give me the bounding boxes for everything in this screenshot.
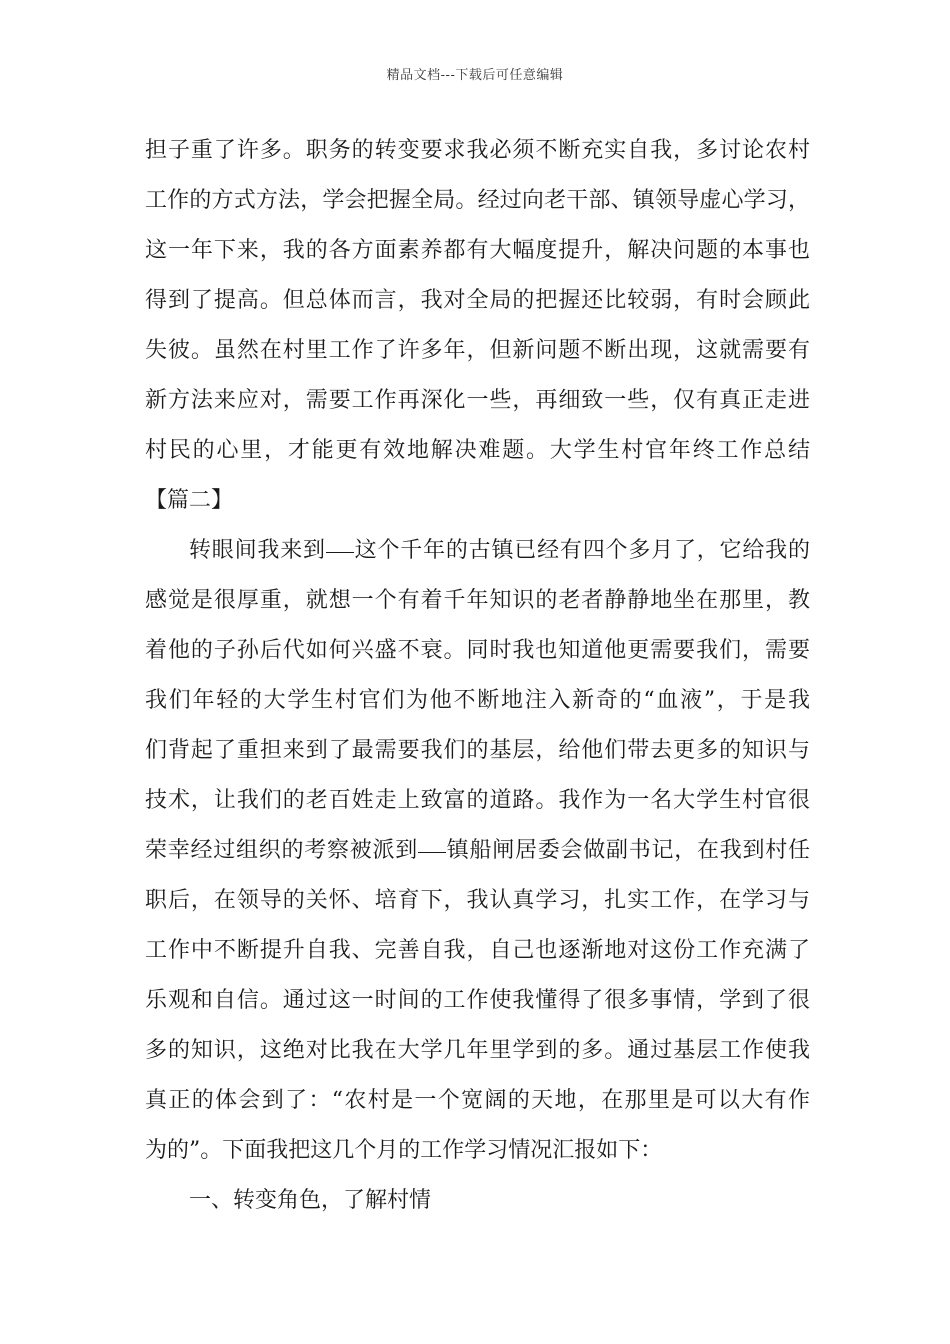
page-header: 精品文档---下载后可任意编辑	[386, 68, 564, 83]
text-line: 们背起了重担来到了最需要我们的基层，给他们带去更多的知识与	[145, 738, 810, 763]
text-line: 新方法来应对，需要工作再深化一些，再细致一些，仅有真正走进	[145, 388, 810, 413]
text-line: 职后，在领导的关怀、培育下，我认真学习，扎实工作，在学习与	[145, 888, 810, 913]
blank-underline	[418, 851, 446, 853]
text-fragment: 转眼间我来到	[189, 538, 326, 563]
text-fragment: 荣幸经过组织的考察被派到	[145, 838, 418, 863]
text-line: 真正的体会到了：“农村是一个宽阔的天地，在那里是可以大有作	[145, 1088, 810, 1113]
blank-underline	[326, 551, 354, 553]
text-line: 着他的子孙后代如何兴盛不衰。同时我也知道他更需要我们，需要	[145, 638, 810, 663]
text-fragment: 镇船闸居委会做副书记，在我到村任	[446, 838, 810, 863]
text-line: 失彼。虽然在村里工作了许多年，但新问题不断出现，这就需要有	[145, 338, 810, 363]
text-line: 技术，让我们的老百姓走上致富的道路。我作为一名大学生村官很	[145, 788, 810, 813]
text-line: 担子重了许多。职务的转变要求我必须不断充实自我，多讨论农村	[145, 138, 810, 163]
section-title-part2: 【篇二】	[145, 488, 234, 513]
text-line: 感觉是很厚重，就想一个有着千年知识的老者静静地坐在那里，教	[145, 588, 810, 613]
text-line: 村民的心里，才能更有效地解决难题。大学生村官年终工作总结	[145, 438, 810, 463]
text-line: 得到了提高。但总体而言，我对全局的把握还比较弱，有时会顾此	[145, 288, 810, 313]
text-line: 乐观和自信。通过这一时间的工作使我懂得了很多事情，学到了很	[145, 988, 810, 1013]
text-line: 我们年轻的大学生村官们为他不断地注入新奇的“血液”，于是我	[145, 688, 810, 713]
text-line-with-blank	[145, 826, 810, 876]
section-heading: 一、转变角色，了解村情	[189, 1188, 432, 1213]
document-body	[145, 126, 810, 1226]
paragraph-first-line	[145, 526, 810, 576]
text-line: 工作的方式方法，学会把握全局。经过向老干部、镇领导虚心学习，	[145, 188, 810, 213]
text-line: 为的”。下面我把这几个月的工作学习情况汇报如下：	[145, 1138, 663, 1163]
text-fragment: 这个千年的古镇已经有四个多月了，它给我的	[353, 538, 810, 563]
text-line: 工作中不断提升自我、完善自我，自己也逐渐地对这份工作充满了	[145, 938, 810, 963]
text-line: 多的知识，这绝对比我在大学几年里学到的多。通过基层工作使我	[145, 1038, 810, 1063]
text-line: 这一年下来，我的各方面素养都有大幅度提升，解决问题的本事也	[145, 238, 810, 263]
